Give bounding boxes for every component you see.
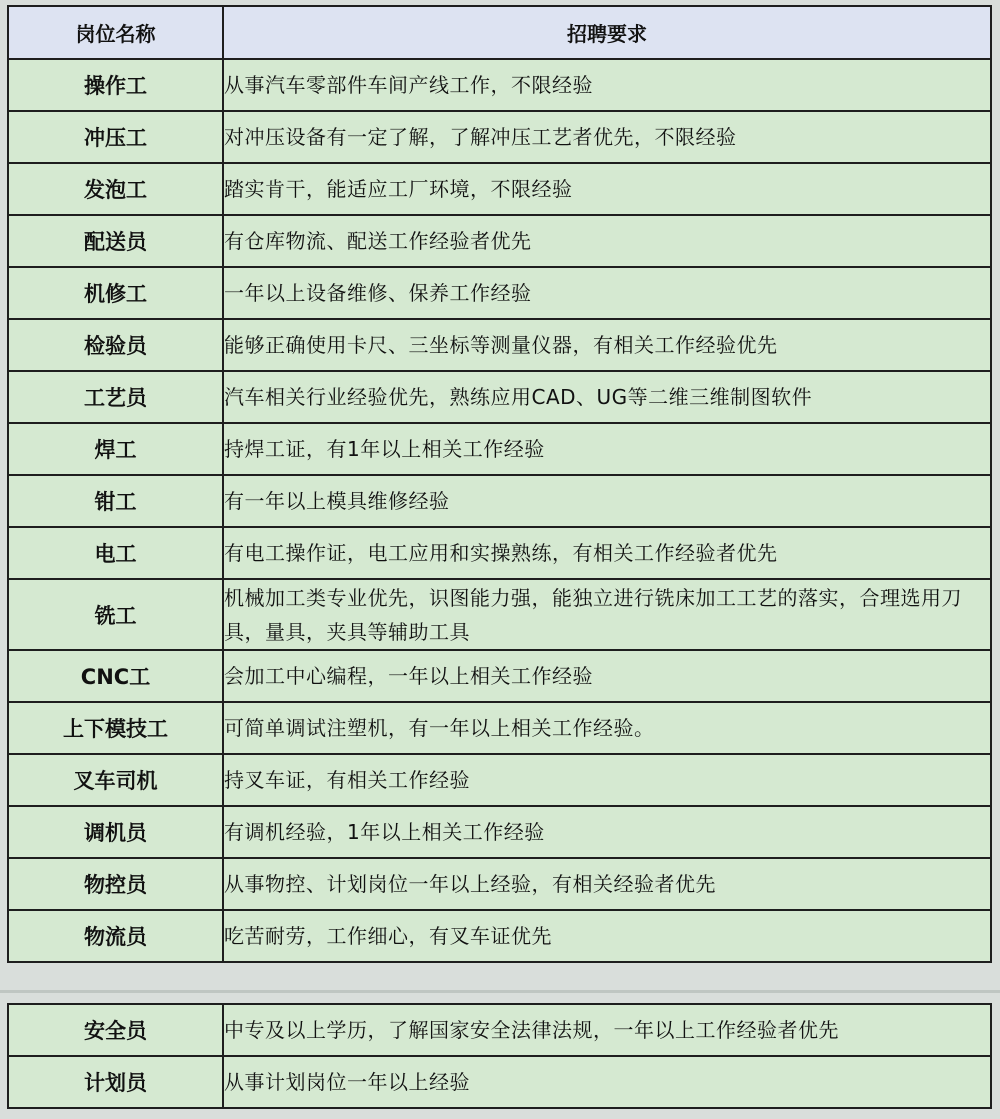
- recruitment-table: [7, 5, 992, 963]
- table-row: [8, 858, 991, 910]
- position-name: 检验员: [8, 319, 223, 371]
- position-name: 叉车司机: [8, 754, 223, 806]
- position-requirements: 有一年以上模具维修经验: [223, 475, 991, 527]
- table-row: [8, 163, 991, 215]
- position-name: 钳工: [8, 475, 223, 527]
- table-row: [8, 215, 991, 267]
- position-requirements: 会加工中心编程，一年以上相关工作经验: [223, 650, 991, 702]
- position-requirements: 持叉车证，有相关工作经验: [223, 754, 991, 806]
- table-row: [8, 423, 991, 475]
- table-row: [8, 806, 991, 858]
- position-name: 计划员: [8, 1056, 223, 1108]
- table-row: [8, 650, 991, 702]
- position-name: 上下模技工: [8, 702, 223, 754]
- table-row: [8, 1004, 991, 1056]
- position-name: 配送员: [8, 215, 223, 267]
- position-requirements: 汽车相关行业经验优先，熟练应用CAD、UG等二维三维制图软件: [223, 371, 991, 423]
- position-requirements: 持焊工证，有1年以上相关工作经验: [223, 423, 991, 475]
- position-requirements: 机械加工类专业优先，识图能力强，能独立进行铣床加工工艺的落实，合理选用刀具，量具，夹具等辅助工具: [223, 579, 991, 650]
- position-name: 电工: [8, 527, 223, 579]
- position-name: 发泡工: [8, 163, 223, 215]
- position-name: 调机员: [8, 806, 223, 858]
- position-name: 物流员: [8, 910, 223, 962]
- table-row: [8, 527, 991, 579]
- table-row: [8, 702, 991, 754]
- position-requirements: 有电工操作证，电工应用和实操熟练，有相关工作经验者优先: [223, 527, 991, 579]
- position-requirements: 能够正确使用卡尺、三坐标等测量仪器，有相关工作经验优先: [223, 319, 991, 371]
- position-name: 安全员: [8, 1004, 223, 1056]
- position-name: 物控员: [8, 858, 223, 910]
- position-requirements: 踏实肯干，能适应工厂环境，不限经验: [223, 163, 991, 215]
- position-requirements: 从事物控、计划岗位一年以上经验，有相关经验者优先: [223, 858, 991, 910]
- table-row: [8, 59, 991, 111]
- header-requirements: 招聘要求: [223, 6, 991, 59]
- position-requirements: 有调机经验，1年以上相关工作经验: [223, 806, 991, 858]
- position-requirements: 从事汽车零部件车间产线工作，不限经验: [223, 59, 991, 111]
- position-requirements: 一年以上设备维修、保养工作经验: [223, 267, 991, 319]
- position-requirements: 从事计划岗位一年以上经验: [223, 1056, 991, 1108]
- position-requirements: 对冲压设备有一定了解，了解冲压工艺者优先，不限经验: [223, 111, 991, 163]
- table-header-row: [8, 6, 991, 59]
- position-requirements: 有仓库物流、配送工作经验者优先: [223, 215, 991, 267]
- position-requirements: 吃苦耐劳，工作细心，有叉车证优先: [223, 910, 991, 962]
- position-requirements: 中专及以上学历，了解国家安全法律法规，一年以上工作经验者优先: [223, 1004, 991, 1056]
- table-row: [8, 910, 991, 962]
- position-name: 焊工: [8, 423, 223, 475]
- table-row: [8, 267, 991, 319]
- table-row: [8, 319, 991, 371]
- section-divider: [0, 990, 1000, 993]
- table-row: [8, 1056, 991, 1108]
- table-row: [8, 579, 991, 650]
- table-row: [8, 754, 991, 806]
- position-name: 冲压工: [8, 111, 223, 163]
- table-row: [8, 371, 991, 423]
- position-name: 机修工: [8, 267, 223, 319]
- position-requirements: 可简单调试注塑机，有一年以上相关工作经验。: [223, 702, 991, 754]
- position-name: 操作工: [8, 59, 223, 111]
- position-name: 工艺员: [8, 371, 223, 423]
- position-name: CNC工: [8, 650, 223, 702]
- recruitment-table-continued: [7, 1003, 992, 1109]
- table-row: [8, 475, 991, 527]
- table-row: [8, 111, 991, 163]
- position-name: 铣工: [8, 579, 223, 650]
- header-position-name: 岗位名称: [8, 6, 223, 59]
